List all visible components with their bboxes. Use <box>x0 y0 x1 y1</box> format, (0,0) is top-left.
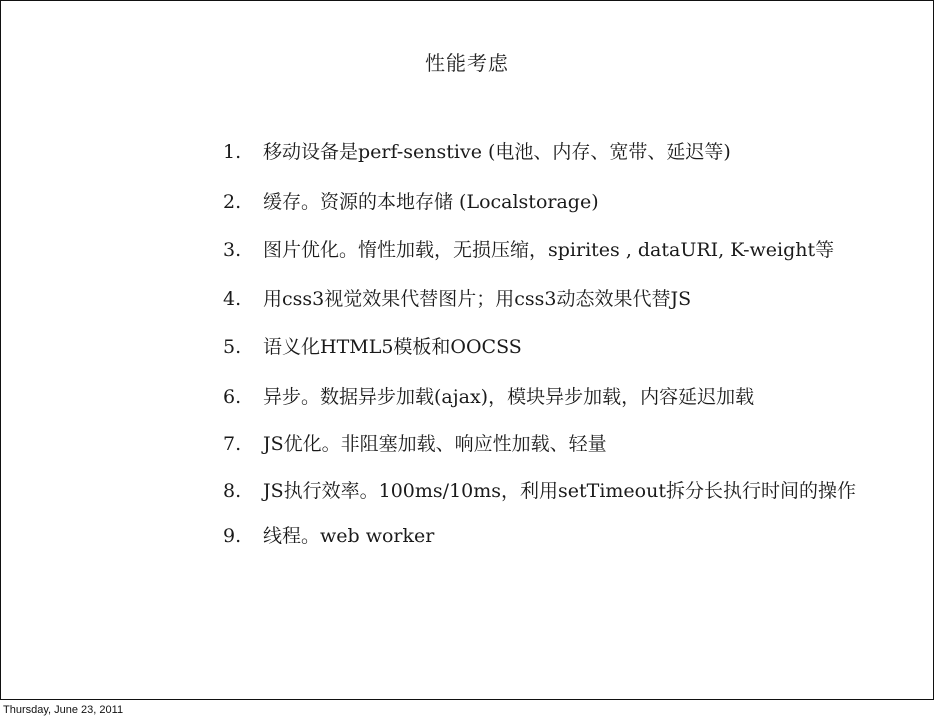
list-item-text: 线程。web worker <box>263 525 435 547</box>
list-item-number: 2. <box>223 191 242 213</box>
list-item <box>223 332 522 359</box>
list-item <box>223 187 599 214</box>
list-item-text: 异步。数据异步加载(ajax)，模块异步加载，内容延迟加载 <box>263 386 755 408</box>
list-item-number: 7. <box>223 433 242 455</box>
list-item-number: 8. <box>223 480 242 502</box>
list-item-text: 图片优化。惰性加载，无损压缩，spirites , dataURI, K-weight等 <box>263 239 835 261</box>
list-item <box>223 235 834 262</box>
list-item-text: 用css3视觉效果代替图片；用css3动态效果代替JS <box>263 288 692 310</box>
list-item <box>223 137 731 164</box>
list-item-text: 移动设备是perf-senstive (电池、内存、宽带、延迟等) <box>263 141 731 163</box>
list-item-text: 语义化HTML5模板和OOCSS <box>263 336 522 358</box>
list-item-number: 4. <box>223 288 242 310</box>
list-item-text: JS执行效率。100ms/10ms，利用setTimeout拆分长执行时间的操作 <box>263 480 856 502</box>
list-item <box>223 429 607 456</box>
list-item-number: 5. <box>223 336 242 358</box>
list-item <box>223 476 856 503</box>
list-item <box>223 284 691 311</box>
slide-title: 性能考虑 <box>425 51 509 75</box>
list-item-number: 3. <box>223 239 242 261</box>
footer-date: Thursday, June 23, 2011 <box>3 704 124 716</box>
list-item-text: JS优化。非阻塞加载、响应性加载、轻量 <box>263 433 607 455</box>
list-item-number: 9. <box>223 525 242 547</box>
list-item <box>223 382 754 409</box>
list-item-number: 6. <box>223 386 242 408</box>
list-item-number: 1. <box>223 141 242 163</box>
list-item <box>223 521 434 548</box>
list-item-text: 缓存。资源的本地存储 (Localstorage) <box>263 191 599 213</box>
